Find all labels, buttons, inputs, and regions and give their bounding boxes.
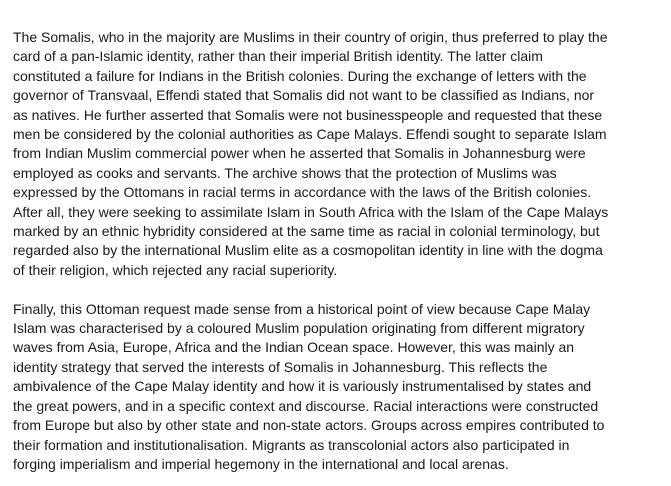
text-line: the great powers, and in a specific context and discourse. Racial interactions were constructed <box>13 397 599 414</box>
text-line: their formation and institutionalisation. Migrants as transcolonial actors also participated in <box>13 436 570 453</box>
text-line: of their religion, which rejected any racial superiority. <box>13 261 338 278</box>
text-line: waves from Asia, Europe, Africa and the Indian Ocean space. However, this was mainly an <box>13 339 575 356</box>
text-line: from Indian Muslim commercial power when he asserted that Somalis in Johannesburg were <box>13 145 586 162</box>
paragraph-1 <box>13 28 649 280</box>
text-line: card of a pan-Islamic identity, rather than their imperial British identity. The latter claim <box>13 48 543 65</box>
text-line: After all, they were seeking to assimilate Islam in South Africa with the Islam of the Cape Malays <box>13 203 609 220</box>
text-line: The Somalis, who in the majority are Muslims in their country of origin, thus preferred to play the <box>13 29 608 45</box>
text-line: expressed by the Ottomans in racial terms in accordance with the laws of the British colonies. <box>13 184 592 201</box>
paragraph-2 <box>13 300 649 475</box>
text-line: marked by an ethnic hybridity considered at the same time as racial in colonial terminology, but <box>13 223 600 240</box>
text-line: Finally, this Ottoman request made sense from a historical point of view because Cape Malay <box>13 300 591 317</box>
text-line: forging imperialism and imperial hegemony in the international and local arenas. <box>13 455 509 472</box>
text-line: from Europe but also by other state and non-state actors. Groups across empires contributed to <box>13 417 605 434</box>
document-page <box>13 28 649 474</box>
text-line: as natives. He further asserted that Somalis were not businesspeople and requested that these <box>13 106 603 123</box>
text-line: governor of Transvaal, Effendi stated that Somalis did not want to be classified as Indians, nor <box>13 87 595 104</box>
text-line: ambivalence of the Cape Malay identity and how it is variously instrumentalised by states and <box>13 378 592 395</box>
text-line: men be considered by the colonial authorities as Cape Malays. Effendi sought to separate Islam <box>13 126 607 143</box>
text-line: regarded also by the international Muslim elite as a cosmopolitan identity in line with the dogma <box>13 242 603 259</box>
text-line: Islam was characterised by a coloured Muslim population originating from different migratory <box>13 320 585 337</box>
text-line: employed as cooks and servants. The archive shows that the protection of Muslims was <box>13 164 557 181</box>
text-line: identity strategy that served the interests of Somalis in Johannesburg. This reflects the <box>13 358 548 375</box>
text-line: constituted a failure for Indians in the British colonies. During the exchange of letters with the <box>13 67 587 84</box>
